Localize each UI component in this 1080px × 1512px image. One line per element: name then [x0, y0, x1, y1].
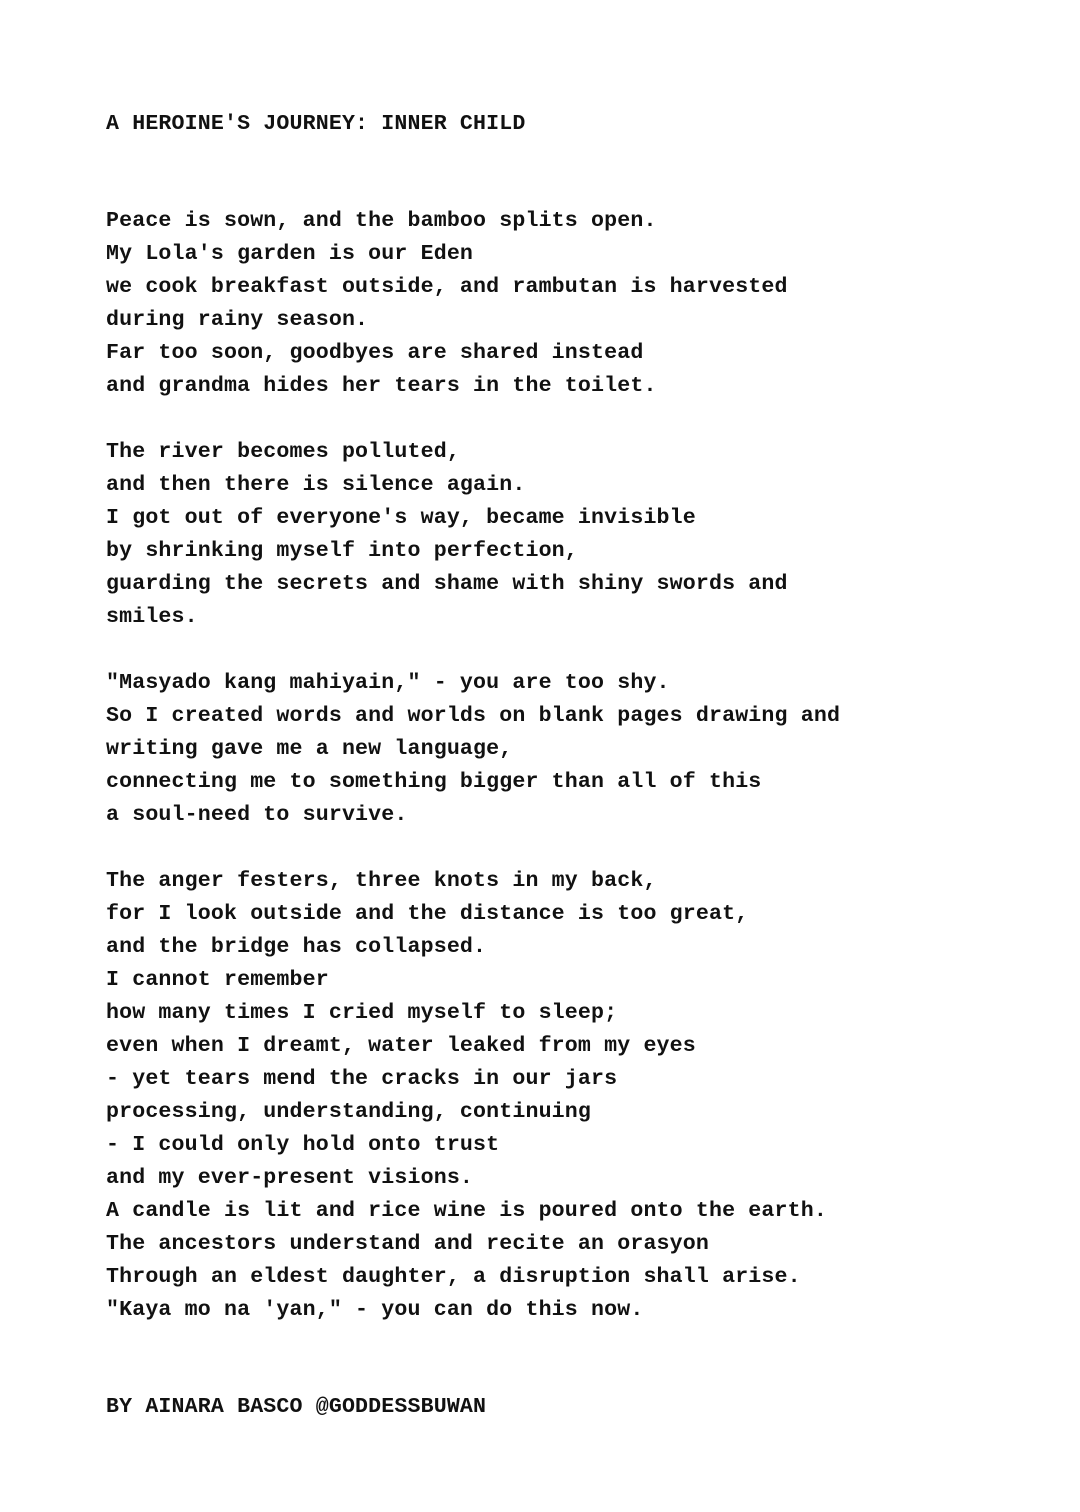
poem-line: for I look outside and the distance is too great, — [106, 902, 749, 926]
stanza — [106, 667, 1066, 832]
poem-line: a soul-need to survive. — [106, 803, 408, 827]
poem-line: Peace is sown, and the bamboo splits open. — [106, 209, 657, 233]
poem-line: how many times I cried myself to sleep; — [106, 1001, 618, 1025]
poem-line: Through an eldest daughter, a disruption shall arise. — [106, 1265, 801, 1289]
poem-line: I cannot remember — [106, 968, 329, 992]
poem-line: - I could only hold onto trust — [106, 1133, 500, 1157]
poem-line: processing, understanding, continuing — [106, 1100, 592, 1124]
poem-line: So I created words and worlds on blank pages drawing and — [106, 704, 841, 728]
poem-line: My Lola's garden is our Eden — [106, 242, 474, 266]
poem-line: smiles. — [106, 605, 198, 629]
poem-title: A HEROINE'S JOURNEY: INNER CHILD — [106, 112, 526, 136]
poem-line: The ancestors understand and recite an orasyon — [106, 1232, 709, 1256]
poem-line: The river becomes polluted, — [106, 440, 460, 464]
poem-line: during rainy season. — [106, 308, 369, 332]
poem-line: guarding the secrets and shame with shiny swords and — [106, 572, 788, 596]
poem-line: - yet tears mend the cracks in our jars — [106, 1067, 618, 1091]
poem-line: "Kaya mo na 'yan," - you can do this now. — [106, 1298, 644, 1322]
poem-line: "Masyado kang mahiyain," - you are too shy. — [106, 671, 670, 695]
stanza — [106, 865, 1066, 1327]
author-byline: BY AINARA BASCO @GODDESSBUWAN — [106, 1395, 487, 1419]
poem-line: and then there is silence again. — [106, 473, 526, 497]
poem-line: writing gave me a new language, — [106, 737, 513, 761]
poem-line: and my ever-present visions. — [106, 1166, 474, 1190]
poem-line: The anger festers, three knots in my back, — [106, 869, 657, 893]
poem-line: and the bridge has collapsed. — [106, 935, 487, 959]
poem-body — [106, 205, 1066, 1360]
stanza — [106, 205, 1066, 403]
stanza — [106, 436, 1066, 634]
poem-line: we cook breakfast outside, and rambutan is harvested — [106, 275, 788, 299]
poem-line: and grandma hides her tears in the toilet. — [106, 374, 657, 398]
poem-line: Far too soon, goodbyes are shared instead — [106, 341, 644, 365]
poem-line: by shrinking myself into perfection, — [106, 539, 578, 563]
poem-line: A candle is lit and rice wine is poured onto the earth. — [106, 1199, 827, 1223]
poem-line: connecting me to something bigger than all of this — [106, 770, 762, 794]
poem-line: I got out of everyone's way, became invisible — [106, 506, 696, 530]
poem-line: even when I dreamt, water leaked from my eyes — [106, 1034, 696, 1058]
